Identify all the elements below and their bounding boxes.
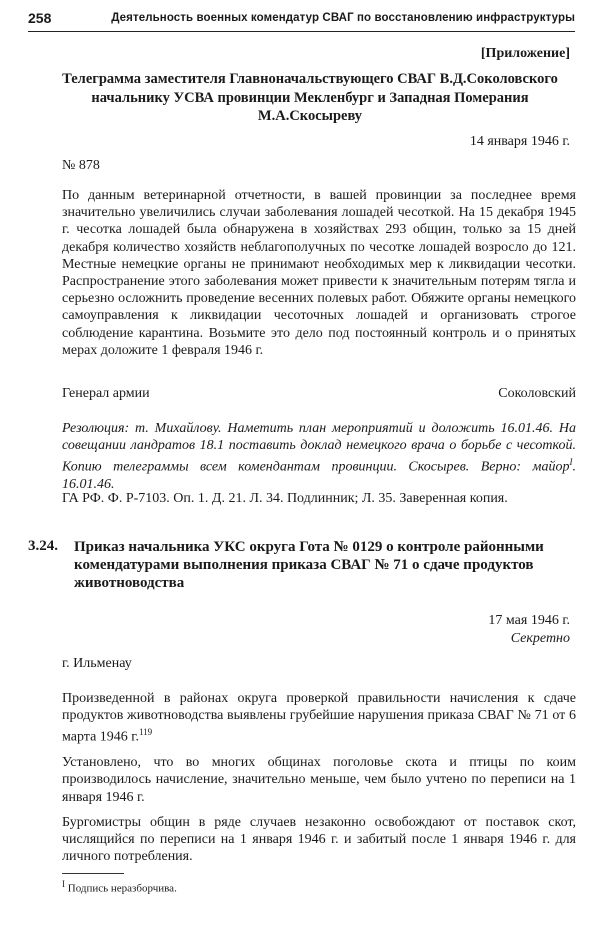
signature-row: [62, 386, 576, 402]
telegram-title: Телеграмма заместителя Главноначальствующего СВАГ В.Д.Соколовского начальнику УСВА провинции Мекленбург и Западная Померания М.А.Скосыреву: [62, 71, 558, 124]
page-number: 258: [28, 10, 52, 26]
archive-source: ГА РФ. Ф. Р-7103. Оп. 1. Д. 21. Л. 34. Подлинник; Л. 35. Заверенная копия.: [62, 491, 508, 506]
appendix-label: [Приложение]: [480, 46, 570, 61]
order-place: г. Ильменау: [62, 656, 132, 671]
order-paragraph-3: Бургомистры общин в ряде случаев незаконно освобождают от поставок скот, числящийся по переписи на 1 января 1946 г. и забитый после 1 января 1946 г. для личного потребления.: [62, 814, 576, 865]
telegram-body-text: По данным ветеринарной отчетности, в вашей провинции за последнее время значительно увеличились случаи заболевания лошадей чесоткой. На 15 декабря 1945 г. чесотка лошадей была обнаружена в хозяйствах 293 общин, только за 15 дней декабря количество хозяйств неблагополучных по чесотке лошадей возросло до 121. Местные немецкие органы не принимают необходимых мер к ликвидации чесотки. Распространение этого заболевания может привести к значительным потерям тягла и серьезно осложнить проведение весенних полевых работ. Обяжите органы немецкого самоуправления к ликвидации чесоточных лошадей и организовать строгое соблюдение карантина. Возьмите это дело под постоянный контроль и о принятых мерах доложите 1 февраля 1946 г.: [62, 188, 576, 358]
resolution-text: Резолюция: т. Михайлову. Наметить план мероприятий и доложить 16.01.46. На совещании ландратов 18.1 поставить доклад немецкого врача о борьбе с чесоткой. Копию телеграммы всем комендантам провинции. Скосырев. Верно: майор: [62, 421, 576, 476]
footnote-mark: I: [62, 879, 65, 889]
order-paragraph-2: Установлено, что во многих общинах поголовье скота и птицы по коим производилось начисление, значительно меньше, чем было учтено по переписи на 1 января 1946 г.: [62, 755, 576, 805]
order-paragraph-1-text: Произведенной в районах округа проверкой правильности начисления к сдаче продуктов животноводства выявлены грубейшие нарушения приказа СВАГ № 71 от 6 марта 1946 г.: [62, 691, 576, 746]
section-number: 3.24.: [28, 538, 58, 554]
signer-rank: Генерал армии: [62, 386, 150, 401]
resolution: [62, 420, 576, 493]
running-title: Деятельность военных комендатур СВАГ по восстановлению инфраструктуры: [111, 12, 575, 24]
footnote-ref-119: 119: [138, 727, 153, 738]
signer-name: Соколовский: [498, 386, 576, 401]
order-paragraph-1: [62, 690, 576, 746]
running-header: [28, 9, 575, 32]
order-body: [62, 690, 576, 873]
telegram-body: [62, 187, 576, 359]
telegram-number: № 878: [62, 158, 100, 173]
resolution-date: . 16.01.46.: [62, 460, 576, 493]
classification-label: Секретно: [510, 631, 570, 646]
resolution-footnote-mark: I: [569, 457, 573, 468]
footnote-text: Подпись неразборчива.: [67, 882, 177, 895]
footnote: [62, 879, 177, 895]
order-date: 17 мая 1946 г.: [488, 613, 570, 628]
order-title: Приказ начальника УКС округа Гота № 0129 о контроле районными комендатурами выполнения приказа СВАГ № 71 о сдаче продуктов животноводства: [74, 539, 544, 591]
footnote-divider: [62, 873, 124, 874]
telegram-date: 14 января 1946 г.: [469, 134, 570, 149]
